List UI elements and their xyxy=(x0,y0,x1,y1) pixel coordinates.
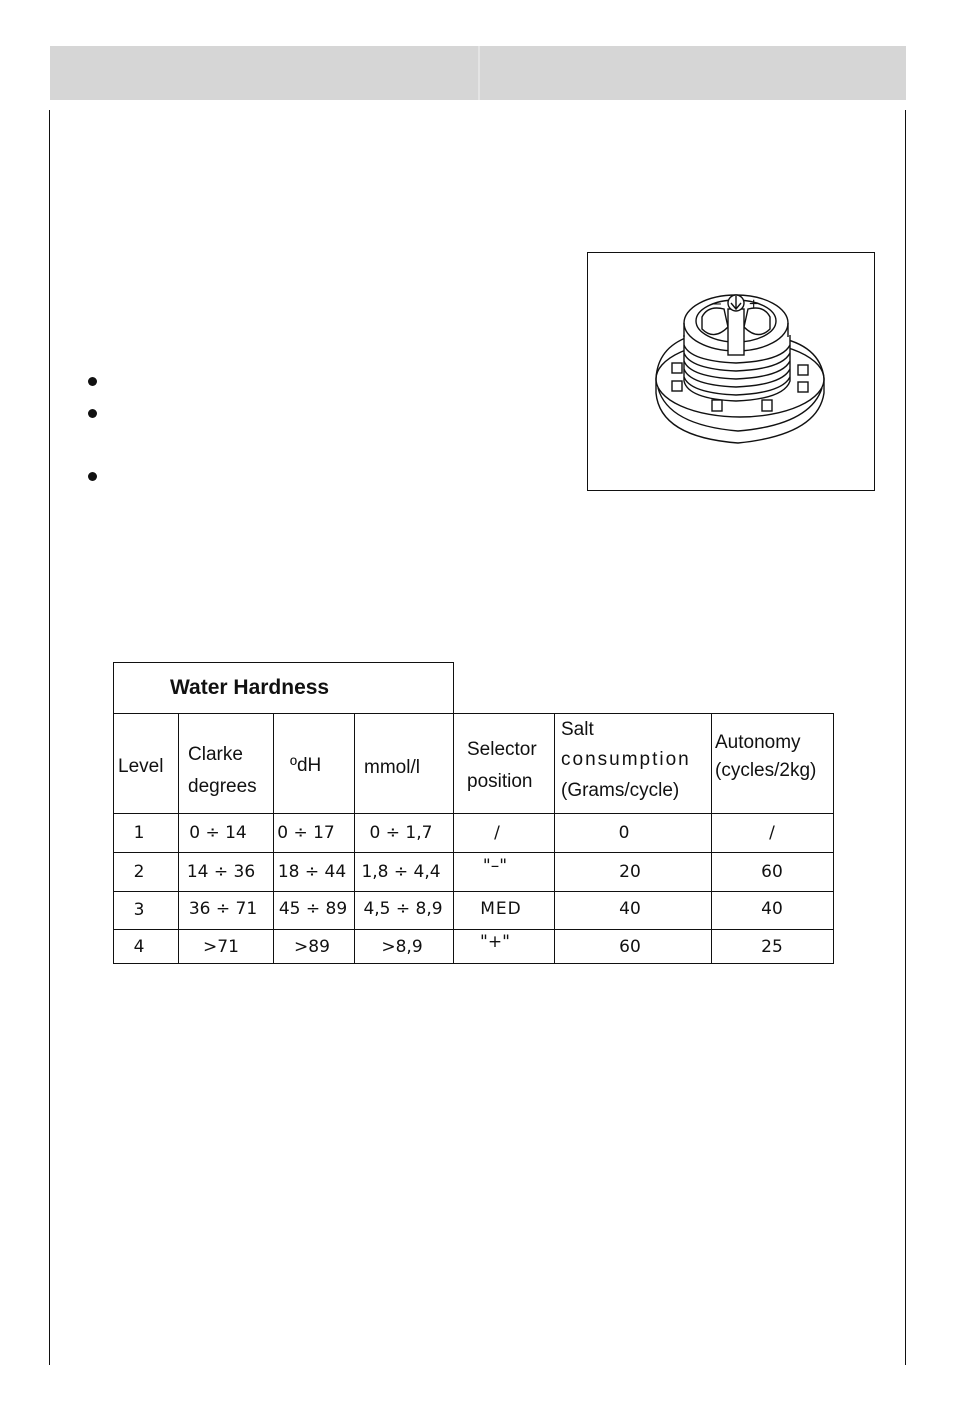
cell-salt: 20 xyxy=(619,862,641,882)
cell-selector: / xyxy=(494,823,500,843)
cell-level: 4 xyxy=(133,937,145,957)
cell-clarke: 14 ÷ 36 xyxy=(186,862,256,882)
cell-clarke: 0 ÷ 14 xyxy=(189,823,247,843)
header-salt-grams: (Grams/cycle) xyxy=(561,780,680,801)
cell-level: 1 xyxy=(133,823,145,843)
cell-autonomy: / xyxy=(769,823,775,843)
cell-level: 2 xyxy=(133,862,145,882)
cell-mmol: 0 ÷ 1,7 xyxy=(369,823,433,843)
cell-autonomy: 40 xyxy=(761,899,783,919)
cell-dh: 45 ÷ 89 xyxy=(278,899,348,919)
table-title: Water Hardness xyxy=(113,662,454,714)
header-divider xyxy=(478,46,480,100)
header-salt: Salt xyxy=(561,719,594,740)
svg-text:–: – xyxy=(712,295,721,312)
cell-level: 3 xyxy=(133,900,145,920)
cell-salt: 60 xyxy=(619,937,641,957)
bullet-icon xyxy=(88,472,97,481)
header-salt-consumption: consumption xyxy=(561,749,691,770)
cell-autonomy: 60 xyxy=(761,862,783,882)
header-selector: Selector xyxy=(467,739,537,760)
cell-mmol: 1,8 ÷ 4,4 xyxy=(361,862,441,882)
cell-mmol: >8,9 xyxy=(381,937,423,957)
header-selector-position: position xyxy=(467,771,533,792)
page-frame-left xyxy=(49,110,50,1365)
cell-selector: "+" xyxy=(480,932,510,952)
bullet-icon xyxy=(88,409,97,418)
cell-dh: 0 ÷ 17 xyxy=(277,823,335,843)
bullet-icon xyxy=(88,377,97,386)
header-autonomy: Autonomy xyxy=(715,732,801,753)
cell-selector: "–" xyxy=(482,856,508,876)
header-clarke-degrees: degrees xyxy=(188,776,257,797)
cell-dh: 18 ÷ 44 xyxy=(277,862,347,882)
cell-mmol: 4,5 ÷ 8,9 xyxy=(363,899,443,919)
header-autonomy-cycles: (cycles/2kg) xyxy=(715,760,817,781)
water-softener-selector-icon xyxy=(588,253,876,492)
svg-text:+: + xyxy=(749,296,759,313)
cell-autonomy: 25 xyxy=(761,937,783,957)
cell-salt: 40 xyxy=(619,899,641,919)
cell-clarke: >71 xyxy=(203,937,239,957)
selector-figure xyxy=(587,252,875,491)
cell-dh: >89 xyxy=(294,937,330,957)
cell-selector: MED xyxy=(480,899,522,919)
water-hardness-table xyxy=(113,713,834,964)
header-dh: ºdH xyxy=(290,755,322,776)
header-bar xyxy=(50,46,906,100)
header-mmol: mmol/l xyxy=(364,757,420,778)
header-level: Level xyxy=(118,756,164,777)
cell-salt: 0 xyxy=(618,823,630,843)
page-frame-right xyxy=(905,110,906,1365)
header-clarke: Clarke xyxy=(188,744,243,765)
cell-clarke: 36 ÷ 71 xyxy=(188,899,258,919)
